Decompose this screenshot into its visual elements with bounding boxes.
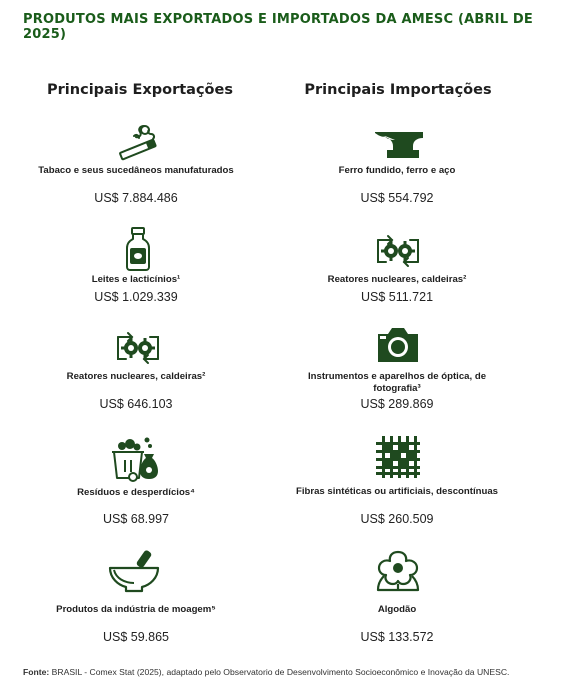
- import-item-name: Instrumentos e aparelhos de óptica, de fotografia³: [307, 371, 487, 394]
- page-title: PRODUTOS MAIS EXPORTADOS E IMPORTADOS DA AMESC (ABRIL DE 2025): [23, 12, 533, 42]
- gears-icon: [114, 325, 162, 371]
- cigarette-icon: [114, 120, 162, 166]
- export-item-name: Leites e lacticínios¹: [91, 274, 181, 285]
- export-item-value: US$ 1.029.339: [94, 290, 178, 304]
- gears-icon: [374, 228, 422, 274]
- footnote-label: Fonte:: [23, 667, 50, 677]
- import-item-value: US$ 260.509: [360, 512, 434, 526]
- import-item-value: US$ 133.572: [360, 630, 434, 644]
- import-item-value: US$ 289.869: [360, 397, 434, 411]
- export-item-value: US$ 7.884.486: [94, 191, 178, 205]
- import-item-name: Reatores nucleares, caldeiras²: [327, 274, 467, 285]
- waste-bin-icon: [110, 436, 162, 482]
- source-footnote: [23, 667, 557, 679]
- import-item-name: Algodão: [377, 604, 417, 615]
- cotton-icon: [372, 548, 424, 594]
- export-item-name: Reatores nucleares, caldeiras²: [66, 371, 206, 382]
- export-item-name: Produtos da indústria de moagem⁵: [56, 604, 216, 615]
- camera-icon: [374, 324, 422, 364]
- import-item-name: Fibras sintéticas ou artificiais, descontínuas: [295, 486, 499, 497]
- export-item-value: US$ 59.865: [102, 630, 170, 644]
- import-item-value: US$ 511.721: [360, 290, 434, 304]
- import-item-name: Ferro fundido, ferro e aço: [338, 165, 456, 176]
- anvil-icon: [373, 122, 425, 162]
- import-item-value: US$ 554.792: [360, 191, 434, 205]
- export-item-name: Resíduos e desperdícios⁴: [77, 487, 195, 498]
- mortar-pestle-icon: [108, 548, 160, 594]
- export-item-name: Tabaco e seus sucedâneos manufaturados: [38, 165, 234, 176]
- imports-heading: Principais Importações: [304, 82, 492, 98]
- export-item-value: US$ 68.997: [102, 512, 170, 526]
- export-item-value: US$ 646.103: [99, 397, 173, 411]
- fabric-weave-icon: [374, 434, 422, 480]
- milk-bottle-icon: [114, 226, 162, 272]
- footnote-text: BRASIL - Comex Stat (2025), adaptado pelo Observatorio de Desenvolvimento Socioeconômico e Inovação da UNESC.: [51, 667, 510, 677]
- exports-heading: Principais Exportações: [47, 82, 233, 98]
